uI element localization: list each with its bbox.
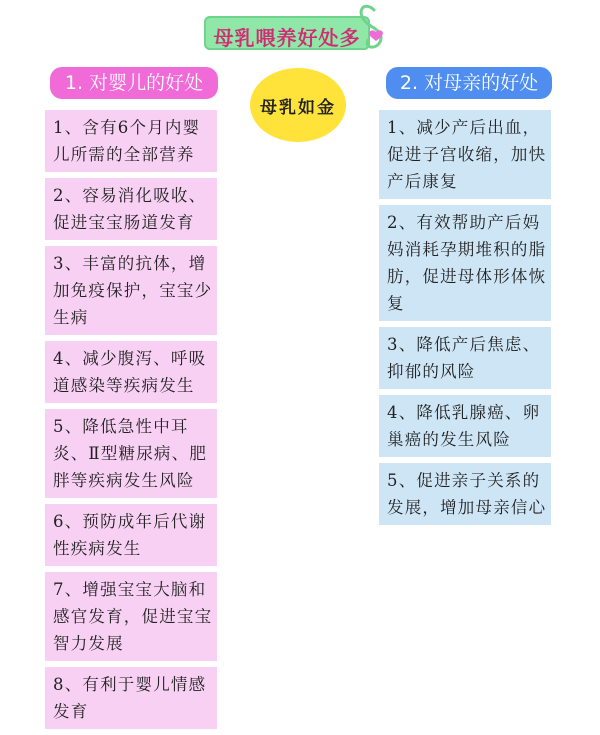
center-slogan-badge <box>250 68 346 142</box>
mother-benefit-item: 3、降低产后焦虑、抑郁的风险 <box>379 327 551 389</box>
mother-benefit-item: 4、降低乳腺癌、卵巢癌的发生风险 <box>379 395 551 457</box>
title-banner <box>204 16 370 50</box>
infant-benefit-item: 8、有利于婴儿情感发育 <box>45 667 217 729</box>
infant-benefits-list <box>45 110 217 735</box>
mother-benefit-item: 1、减少产后出血，促进子宫收缩，加快产后康复 <box>379 110 551 199</box>
heart-swirl-icon <box>354 2 394 54</box>
infant-benefit-item: 2、容易消化吸收、促进宝宝肠道发育 <box>45 178 217 240</box>
infant-benefit-item: 1、含有6个月内婴儿所需的全部营养 <box>45 110 217 172</box>
infant-benefit-item: 6、预防成年后代谢性疾病发生 <box>45 504 217 566</box>
infant-benefit-item: 7、增强宝宝大脑和感官发育，促进宝宝智力发展 <box>45 572 217 661</box>
infant-benefit-item: 5、降低急性中耳炎、Ⅱ型糖尿病、肥胖等疾病发生风险 <box>45 409 217 498</box>
page-title: 母乳喂养好处多 <box>213 26 361 50</box>
mother-benefits-header: 2. 对母亲的好处 <box>386 67 552 99</box>
mother-benefit-item: 5、促进亲子关系的发展，增加母亲信心 <box>379 463 551 525</box>
mother-benefit-item: 2、有效帮助产后妈妈消耗孕期堆积的脂肪，促进母体形体恢复 <box>379 205 551 321</box>
infant-benefit-item: 4、减少腹泻、呼吸道感染等疾病发生 <box>45 341 217 403</box>
infant-benefit-item: 3、丰富的抗体，增加免疫保护，宝宝少生病 <box>45 246 217 335</box>
infant-benefits-header: 1. 对婴儿的好处 <box>50 67 218 99</box>
mother-benefits-list <box>379 110 551 531</box>
center-slogan: 母乳如金 <box>260 98 336 118</box>
